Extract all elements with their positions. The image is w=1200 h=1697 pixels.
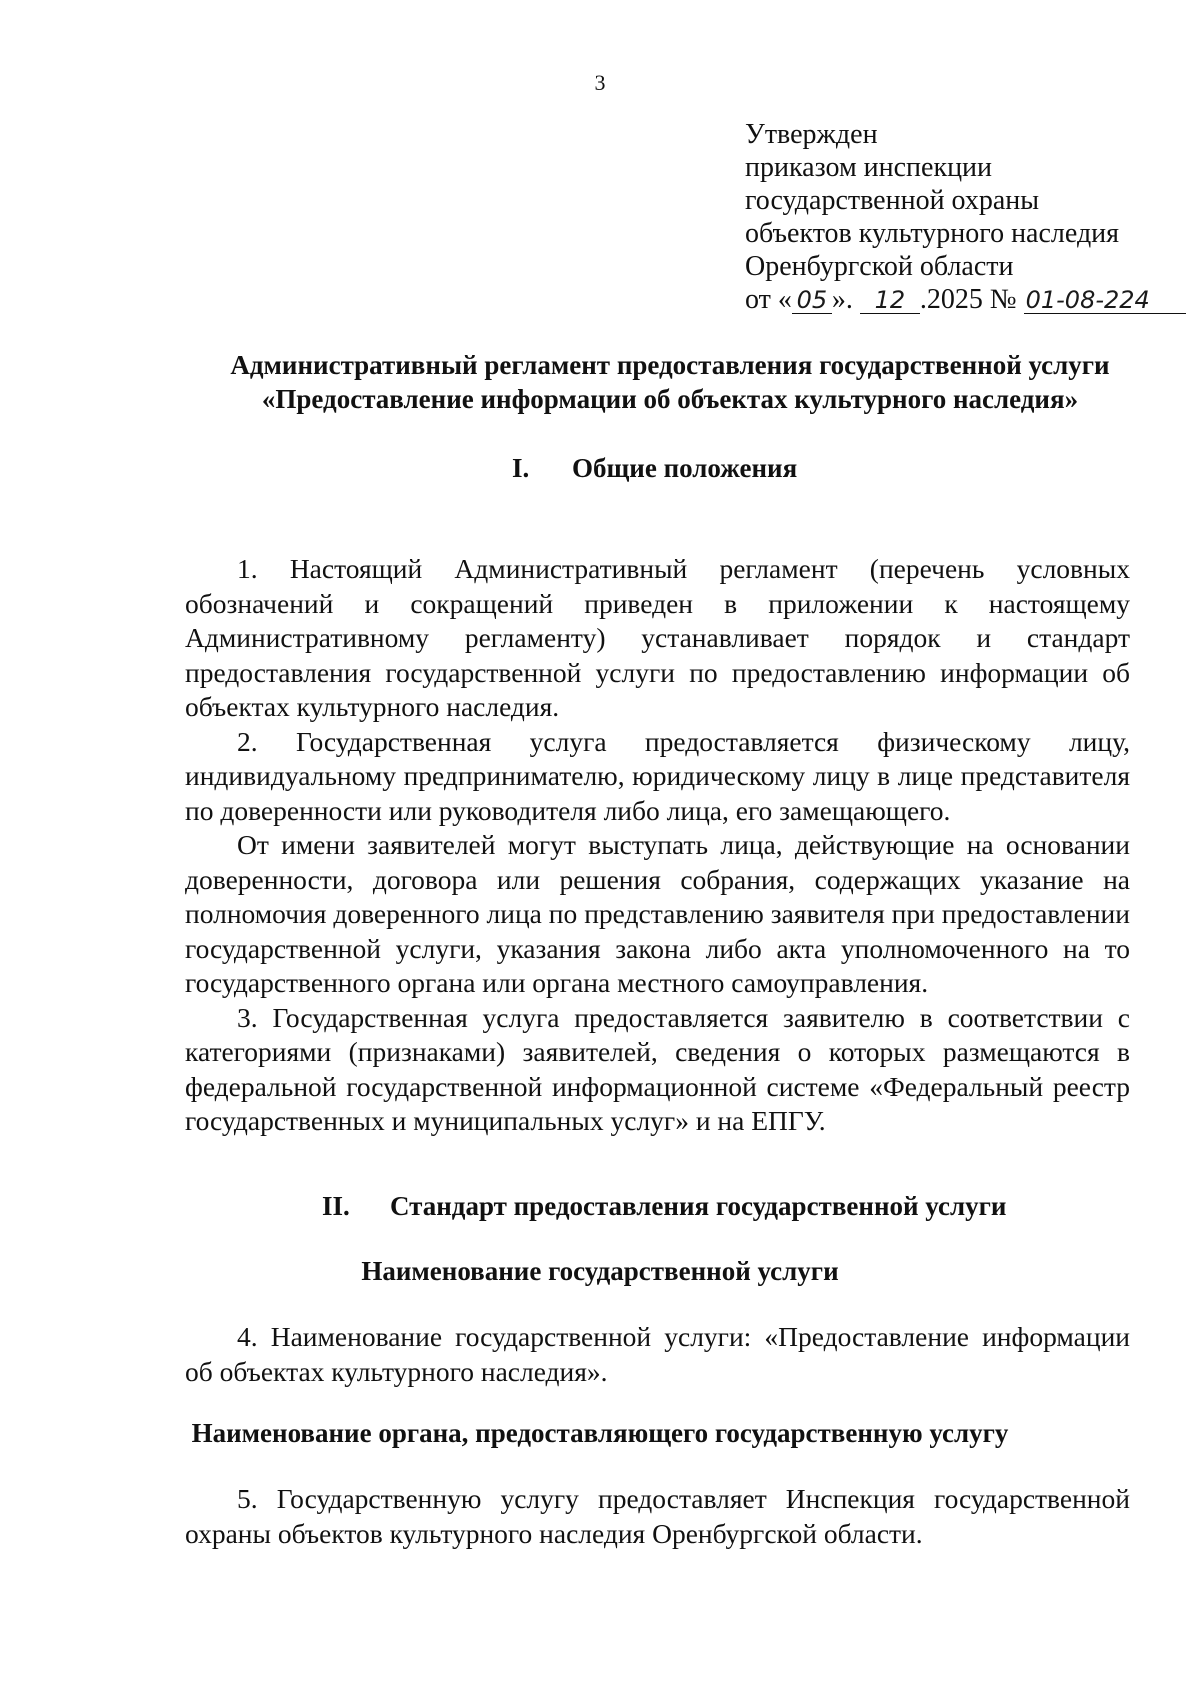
date-year: .2025 № — [919, 284, 1017, 315]
section-1-body — [185, 552, 1130, 1139]
subheading-service-name: Наименование государственной услуги — [361, 1256, 839, 1286]
section-1-title: Общие положения — [572, 453, 798, 483]
approval-line: Оренбургской области — [745, 251, 1014, 282]
approval-line: государственной охраны — [745, 185, 1040, 216]
paragraph-1: 1. Настоящий Административный регламент (перечень условных обозначений и сокращений приведен в приложении к настоящему Административному регламенту) устанавливает порядок и стандарт предоставления государственной услуги по предоставлению информации об объектах культурного наследия. — [185, 553, 1130, 722]
section-1-heading — [512, 452, 797, 484]
document-title — [200, 348, 1140, 416]
approval-line: приказом инспекции — [745, 152, 993, 183]
section-2-numeral: II. — [322, 1191, 350, 1221]
paragraph-5-block — [185, 1482, 1130, 1551]
section-1-numeral: I. — [512, 453, 530, 483]
section-2-title: Стандарт предоставления государственной услуги — [390, 1191, 1007, 1221]
paragraph-3: 3. Государственная услуга предоставляется заявителю в соответствии с категориями (признаками) заявителей, сведения о которых размещаются в федеральной государственной информационной системе «Федеральный реестр государственных и муниципальных услуг» и на ЕПГУ. — [185, 1001, 1130, 1136]
paragraph-4-block — [185, 1320, 1130, 1389]
paragraph-5: 5. Государственную услугу предоставляет Инспекция государственной охраны объектов культурного наследия Оренбургской области. — [185, 1483, 1130, 1549]
date-prefix: от « — [745, 284, 792, 315]
paragraph-2: 2. Государственная услуга предоставляется физическому лицу, индивидуальному предпринимателю, юридическому лицу в лице представителя по доверенности или руководителя либо лица, его замещающего. — [185, 725, 1130, 826]
approval-stamp-block — [745, 118, 1186, 316]
approval-line: Утвержден — [745, 119, 878, 150]
date-day-handwritten: 05 — [792, 287, 832, 314]
paragraph-2-continuation: От имени заявителей могут выступать лица, действующие на основании доверенности, договора или решения собрания, содержащих указание на полномочия доверенного лица по представлению заявителя при предоставлении государственной услуги, указания закона либо акта уполномоченного на то государственного органа или органа местного самоуправления. — [185, 829, 1130, 998]
section-2-heading — [322, 1190, 1006, 1222]
page-number: 3 — [594, 70, 606, 95]
approval-date-line — [745, 283, 1186, 316]
date-separator: ». — [831, 284, 853, 315]
approval-line: объектов культурного наследия — [745, 218, 1120, 249]
title-line-2: «Предоставление информации об объектах культурного наследия» — [261, 384, 1079, 414]
subheading-authority: Наименование органа, предоставляющего государственную услугу — [191, 1418, 1009, 1448]
order-number-handwritten: 01-08-224 — [1024, 287, 1186, 314]
paragraph-4: 4. Наименование государственной услуги: «Предоставление информации об объектах культурного наследия». — [185, 1321, 1130, 1387]
date-month-handwritten: 12 — [860, 287, 920, 314]
title-line-1: Административный регламент предоставления государственной услуги — [230, 350, 1110, 380]
